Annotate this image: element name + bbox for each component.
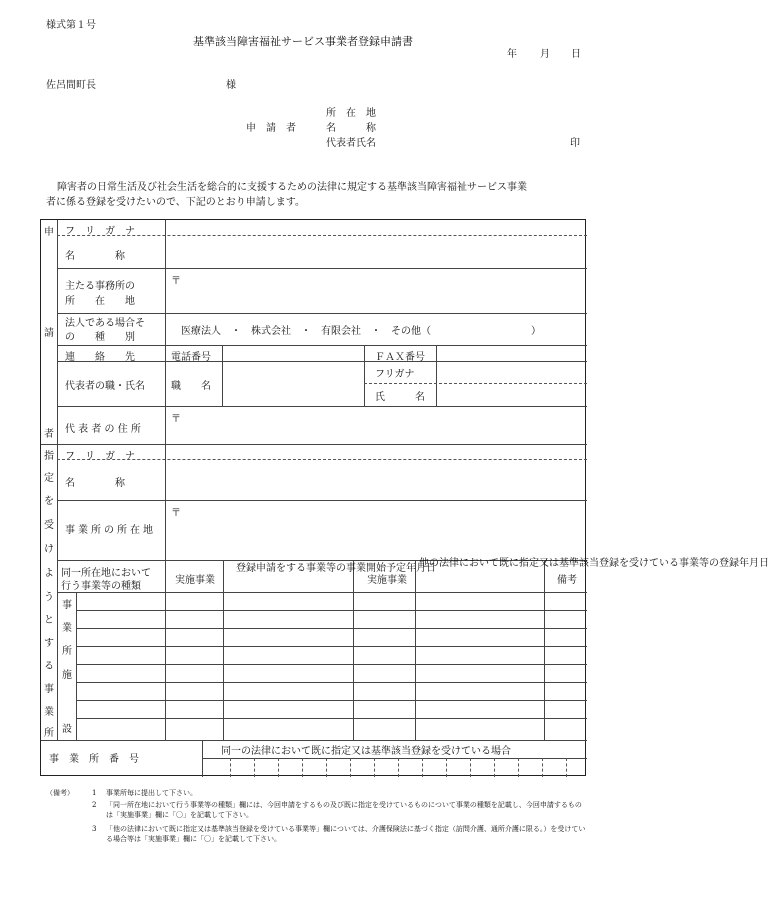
note-2-num: 2 (92, 801, 97, 809)
note-3-text: 「他の法律において既に指定又は基準該当登録を受けている事業等」欄については、介護保険法に基づく指定（訪問介護、通所介護に限る。）を受けている場合等は「実施事業」欄に「〇」を記載して下さい。 (106, 825, 586, 843)
corp-type-options[interactable]: 医療法人 ・ 株式会社 ・ 有限会社 ・ その他（ ） (181, 326, 541, 337)
facility-vert-8: と (44, 615, 54, 626)
fax-label: ＦＡＸ番号 (375, 352, 425, 363)
facility-vert-10: る (44, 661, 54, 672)
facility-vert-1: 指 (44, 451, 54, 462)
note-1-text: 事業所毎に提出して下さい。 (106, 789, 197, 797)
corp-type-label-1: 法人である場合そ (65, 318, 145, 329)
date-month-label: 月 (540, 49, 550, 60)
facility-furigana-label: フ リ ガ ナ (65, 451, 135, 462)
rep-title-label: 職 名 (171, 381, 211, 392)
applicant-address-label: 所 在 地 (326, 108, 376, 119)
activity-vert-3: 所 (62, 646, 72, 657)
activity-vert-2: 業 (62, 623, 72, 634)
facility-vert-9: す (44, 638, 54, 649)
applicant-name-label: 名 称 (326, 123, 376, 134)
rep-furigana-label: フリガナ (375, 369, 415, 380)
applicant-vert-2: 請 (44, 328, 54, 339)
activity-vert-1: 事 (62, 600, 72, 611)
form-title: 基準該当障害福祉サービス事業者登録申請書 (193, 35, 413, 48)
facility-postal-mark: 〒 (171, 508, 181, 519)
date-year-label: 年 (507, 49, 517, 60)
facility-vert-12: 業 (44, 707, 54, 718)
note-2-text: 「同一所在地において行う事業等の種類」欄には、今回申請をするもの及び既に指定を受けているものについて事業の種類を記載し、今回申請するものは「実施事業」欄に「〇」を記載して下さい。 (106, 801, 582, 819)
form-number: 様式第１号 (46, 20, 96, 31)
facility-vert-13: 所 (44, 728, 54, 739)
honorific: 様 (226, 80, 236, 91)
implemented-header-1: 実施事業 (175, 575, 215, 586)
applicant-name-row-label: 名 称 (65, 251, 125, 262)
rep-address-label: 代 表 者 の 住 所 (65, 424, 141, 435)
activity-vert-5: 設 (62, 724, 72, 735)
facility-vert-6: よ (44, 568, 54, 579)
office-number-label: 事 業 所 番 号 (49, 754, 139, 765)
applicant-label: 申 請 者 (246, 123, 296, 134)
activity-vert-4: 施 (62, 670, 72, 681)
facility-vert-7: う (44, 592, 54, 603)
corp-type-label-2: の 種 別 (65, 332, 135, 343)
rep-title-name-label: 代表者の職・氏名 (65, 381, 145, 392)
same-location-label-1: 同一所在地において (61, 568, 151, 579)
planned-start-header: 登録申請をする事業等の事業開始予定年月日 (236, 563, 436, 574)
applicant-vert-1: 申 (44, 227, 54, 238)
facility-vert-2: 定 (44, 473, 54, 484)
date-day-label: 日 (571, 49, 581, 60)
seal-mark: 印 (570, 138, 580, 149)
phone-label: 電話番号 (171, 352, 211, 363)
rep-address-postal-mark: 〒 (171, 414, 181, 425)
remarks-header: 備考 (557, 575, 577, 586)
applicant-vert-3: 者 (44, 429, 54, 440)
intro-line-2: 者に係る登録を受けたいので、下記のとおり申請します。 (46, 197, 305, 208)
intro-line-1: 障害者の日常生活及び社会生活を総合的に支援するための法律に規定する基準該当障害福祉サービス事業 (57, 182, 527, 193)
other-law-header: 他の法律において既に指定又は基準該当登録を受けている事業等の登録年月日 (419, 558, 769, 569)
main-office-label-1: 主たる事務所の (65, 281, 135, 292)
note-3-num: 3 (92, 825, 97, 833)
addressee: 佐呂間町長 (46, 80, 96, 91)
facility-address-label: 事業所の所在地 (65, 525, 156, 536)
facility-vert-11: 事 (44, 684, 54, 695)
same-location-label-2: 行う事業等の種類 (61, 581, 141, 592)
facility-vert-5: け (44, 544, 54, 555)
contact-label: 連 絡 先 (65, 352, 135, 363)
application-form-table (40, 219, 769, 776)
main-office-label-2: 所 在 地 (65, 296, 135, 307)
facility-name-label: 名 称 (65, 478, 125, 489)
facility-vert-4: 受 (44, 520, 54, 531)
applicant-rep-label: 代表者氏名 (326, 138, 376, 149)
implemented-header-2: 実施事業 (367, 575, 407, 586)
main-office-postal-mark: 〒 (171, 276, 181, 287)
rep-name-label: 氏 名 (375, 392, 425, 403)
facility-vert-3: を (44, 496, 54, 507)
applicant-furigana-label: フ リ ガ ナ (65, 226, 135, 237)
notes-label: （備考） (46, 789, 74, 797)
note-1-num: 1 (92, 789, 97, 797)
office-number-note: 同一の法律において既に指定又は基準該当登録を受けている場合 (221, 746, 511, 757)
